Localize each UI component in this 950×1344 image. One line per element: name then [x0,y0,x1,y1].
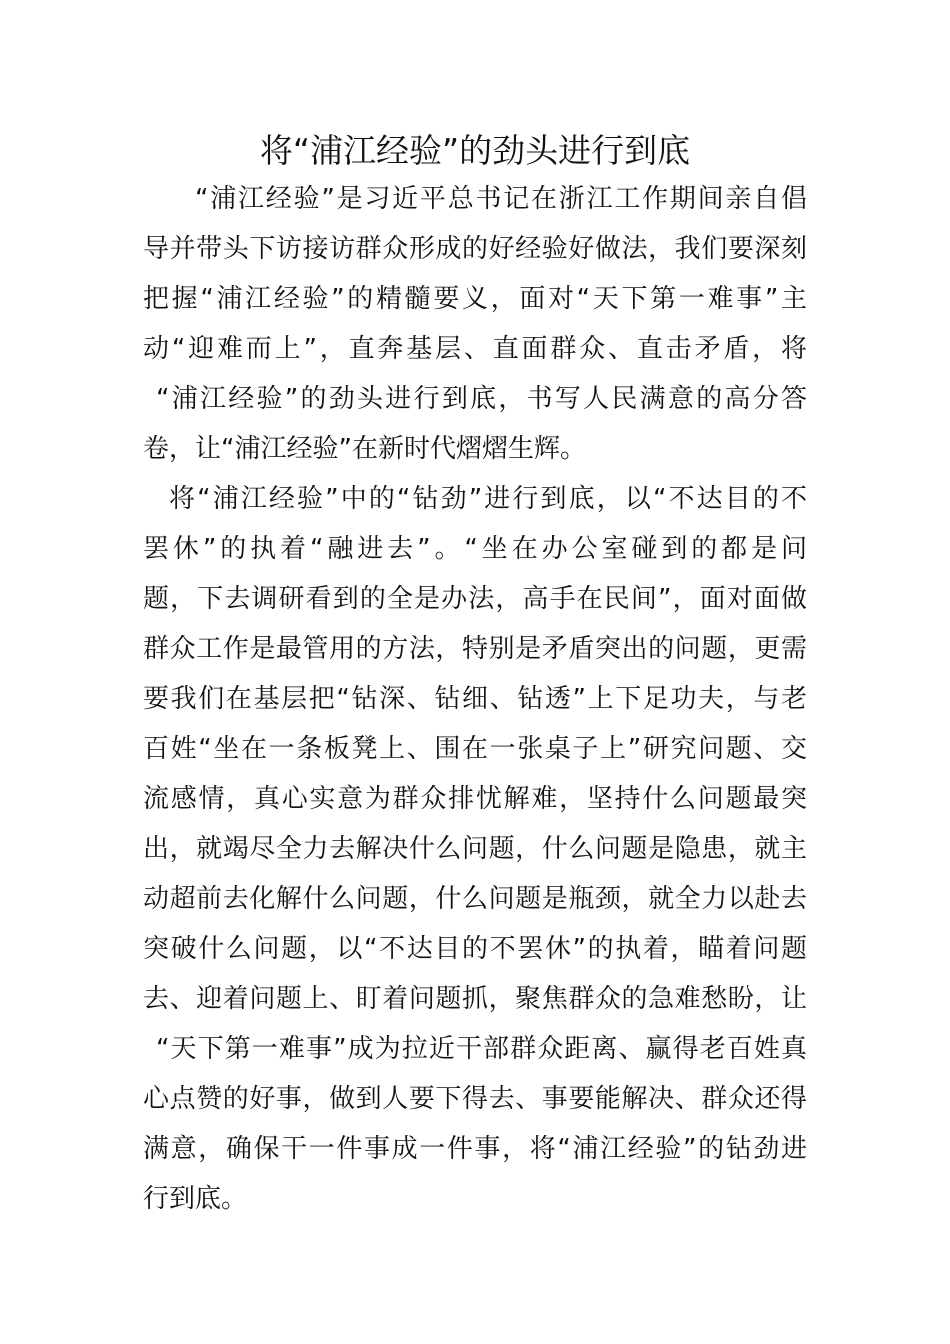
paragraph-line: 满意，确保干一件事成一件事，将“浦江经验”的钻劲进 [143,1134,807,1164]
paragraph-line: “浦江经验”的劲头进行到底，书写人民满意的高分答 [156,384,807,414]
paragraph-line: 心点赞的好事，做到人要下得去、事要能解决、群众还得 [143,1084,807,1114]
paragraph-line: “天下第一难事”成为拉近干部群众距离、赢得老百姓真 [156,1034,807,1064]
document-title: 将“浦江经验”的劲头进行到底 [259,131,691,170]
paragraph-line: 题，下去调研看到的全是办法，高手在民间”，面对面做 [143,584,807,614]
document-body [143,174,807,1224]
paragraph-line: 行到底。 [143,1184,248,1214]
paragraph-line: 出，就竭尽全力去解决什么问题，什么问题是隐患，就主 [143,834,807,864]
paragraph-line: 卷，让“浦江经验”在新时代熠熠生辉。 [143,434,586,464]
paragraph-line: 导并带头下访接访群众形成的好经验好做法，我们要深刻 [143,234,807,264]
paragraph-2 [143,474,807,1224]
paragraph-line: 百姓“坐在一条板凳上、围在一张桌子上”研究问题、交 [143,734,807,764]
paragraph-line: 流感情，真心实意为群众排忧解难，坚持什么问题最突 [143,784,807,814]
paragraph-line: “浦江经验”是习近平总书记在浙江工作期间亲自倡 [195,184,807,214]
paragraph-1 [143,174,807,474]
paragraph-line: 群众工作是最管用的方法，特别是矛盾突出的问题，更需 [143,634,807,664]
paragraph-line: 把握“浦江经验”的精髓要义，面对“天下第一难事”主 [143,284,807,314]
paragraph-line: 要我们在基层把“钻深、钻细、钻透”上下足功夫，与老 [143,684,807,714]
paragraph-line: 突破什么问题，以“不达目的不罢休”的执着，瞄着问题 [143,934,807,964]
paragraph-line: 将“浦江经验”中的“钻劲”进行到底，以“不达目的不 [169,484,807,514]
paragraph-line: 去、迎着问题上、盯着问题抓，聚焦群众的急难愁盼，让 [143,984,807,1014]
paragraph-line: 罢休”的执着“融进去”。“坐在办公室碰到的都是问 [143,534,807,564]
paragraph-line: 动超前去化解什么问题，什么问题是瓶颈，就全力以赴去 [143,884,807,914]
paragraph-line: 动“迎难而上”，直奔基层、直面群众、直击矛盾，将 [143,334,807,364]
